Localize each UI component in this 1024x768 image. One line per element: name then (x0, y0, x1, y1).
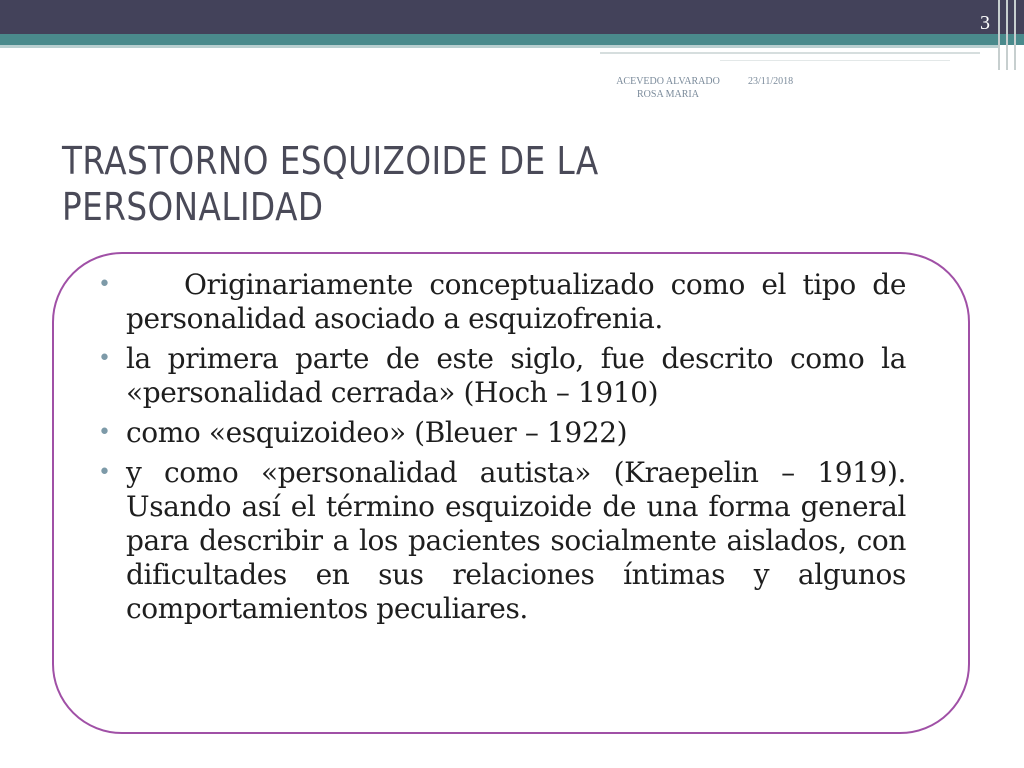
footer-author (600, 76, 736, 101)
bullet-icon: • (98, 460, 111, 485)
header-thin-line (600, 52, 980, 54)
bullet-icon: • (98, 272, 111, 297)
list-item (98, 456, 906, 626)
slide-title (62, 138, 819, 230)
header-band-dark (0, 0, 1024, 34)
list-item (98, 342, 906, 410)
bullet-text: la primera parte de este siglo, fue descrito como la «personalidad cerrada» (Hoch – 1910) (126, 342, 906, 409)
header-band-teal (0, 34, 1024, 45)
list-item (98, 416, 906, 450)
bullet-icon: • (98, 346, 111, 371)
author-line-2: ROSA MARIA (637, 88, 699, 100)
header-vertical-lines (994, 0, 1024, 70)
bullet-text: como «esquizoideo» (Bleuer – 1922) (126, 416, 628, 449)
header-light-line (0, 45, 1000, 48)
bullet-text: Originariamente conceptualizado como el tipo de personalidad asociado a esquizofrenia. (126, 268, 906, 335)
title-line-2: PERSONALIDAD (62, 185, 324, 229)
bullet-icon: • (98, 420, 111, 445)
list-item (98, 268, 906, 336)
slide-number: 3 (980, 12, 990, 34)
bullet-text: y como «personalidad autista» (Kraepelin – 1919). Usando así el término esquizoide de una forma general para describir a los pacientes socialmente aislados, con dificultades en sus relaciones íntimas y algunos comportamientos peculiares. (126, 456, 906, 625)
author-line-1: ACEVEDO ALVARADO (616, 76, 720, 87)
header-thin-line-2 (720, 60, 950, 61)
title-line-1: TRASTORNO ESQUIZOIDE DE LA (62, 139, 599, 183)
footer-date: 23/11/2018 (748, 76, 794, 87)
bullet-list (98, 268, 906, 632)
